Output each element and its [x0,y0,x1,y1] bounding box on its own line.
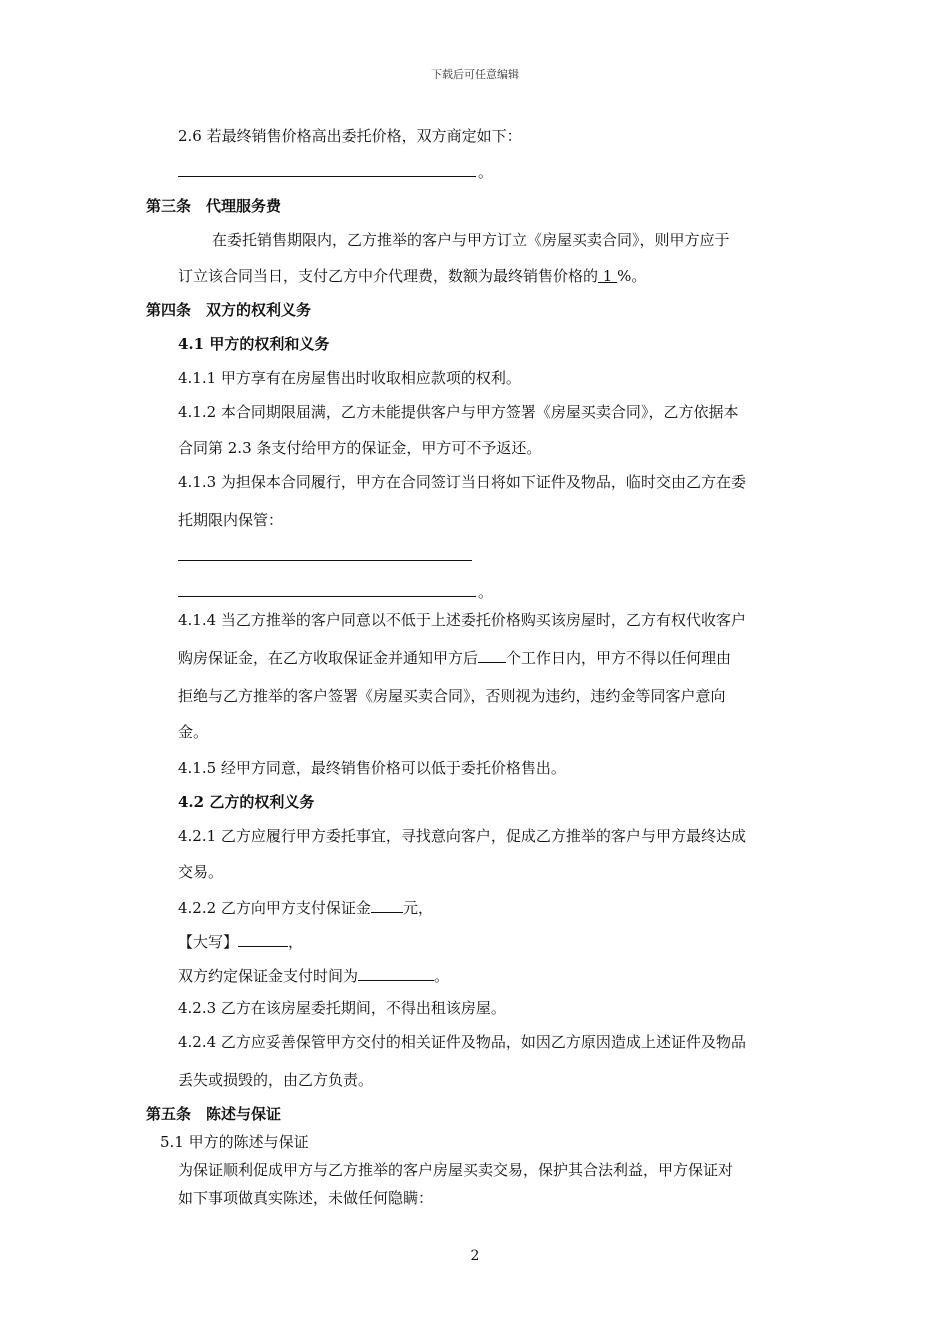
clause-4-1-1: 4.1.1 甲方享有在房屋售出时收取相应款项的权利。 [178,369,521,387]
section-5-1-title: 5.1 甲方的陈述与保证 [160,1133,309,1151]
fee-rate: 1 [598,267,618,285]
clause-4-2-3: 4.2.3 乙方在该房屋委托期间，不得出租该房屋。 [178,999,506,1017]
clause-4-1-3-line-2: 托期限内保管： [178,511,284,529]
clause-4-1-2-line-1: 4.1.2 本合同期限届满，乙方未能提供客户与甲方签署《房屋买卖合同》，乙方依据本 [178,403,739,421]
article-3-title: 第三条 代理服务费 [146,197,282,215]
fill-in-line [178,560,472,561]
deposit-payment-time: 双方约定保证金支付时间为 。 [178,967,450,985]
fill-in-line [178,176,476,177]
article-3-line-2: 订立该合同当日，支付乙方中介代理费，数额为最终销售价格的 1 %。 [178,267,647,285]
clause-2-6: 2.6 若最终销售价格高出委托价格，双方商定如下： [178,127,522,145]
clause-4-1-4-line-3: 拒绝与乙方推举的客户签署《房屋买卖合同》，否则视为违约，违约金等同客户意向 [178,687,726,705]
fill-in-line [178,596,476,597]
clause-4-1-3-end: 。 [478,583,494,601]
clause-4-2-1-line-1: 4.2.1 乙方应履行甲方委托事宜，寻找意向客户，促成乙方推举的客户与甲方最终达成 [178,827,746,845]
article-4-title: 第四条 双方的权利义务 [146,301,312,319]
page-number: 2 [470,1248,480,1264]
clause-4-1-4-line-2: 购房保证金，在乙方收取保证金并通知甲方后 个工作日内，甲方不得以任何理由 [178,649,732,667]
section-5-1-line-1: 为保证顺利促成甲方与乙方推举的客户房屋买卖交易，保护其合法利益，甲方保证对 [178,1161,734,1179]
clause-4-1-5: 4.1.5 经甲方同意，最终销售价格可以低于委托价格售出。 [178,759,566,777]
section-4-2-title: 4.2 乙方的权利义务 [178,793,315,811]
clause-2-6-end: 。 [478,163,494,181]
blank-amount-words [238,932,288,947]
clause-4-2-2: 4.2.2 乙方向甲方支付保证金 元， [178,899,433,917]
section-4-1-title: 4.1 甲方的权利和义务 [178,335,330,353]
page-header: 下载后可任意编辑 [431,68,519,81]
clause-4-2-4-line-1: 4.2.4 乙方应妥善保管甲方交付的相关证件及物品，如因乙方原因造成上述证件及物品 [178,1033,746,1051]
clause-4-1-3-line-1: 4.1.3 为担保本合同履行，甲方在合同签订当日将如下证件及物品，临时交由乙方在委 [178,473,746,491]
clause-4-2-1-line-2: 交易。 [178,863,224,881]
article-3-line-1: 在委托销售期限内，乙方推举的客户与甲方订立《房屋买卖合同》，则甲方应于 [212,231,730,249]
clause-4-1-4-line-4: 金。 [178,723,209,741]
clause-4-1-4-line-1: 4.1.4 当乙方推举的客户同意以不低于上述委托价格购买该房屋时，乙方有权代收客户 [178,611,746,629]
article-5-title: 第五条 陈述与保证 [146,1105,282,1123]
section-5-1-line-2: 如下事项做真实陈述，未做任何隐瞒： [178,1189,434,1207]
deposit-in-words: 【大写】 ， [178,933,304,951]
blank-days [478,648,506,663]
blank-payment-time [358,966,434,981]
clause-4-1-2-line-2: 合同第 2.3 条支付给甲方的保证金，甲方可不予返还。 [178,439,542,457]
blank-deposit-amount [371,898,403,913]
clause-4-2-4-line-2: 丢失或损毁的，由乙方负责。 [178,1071,374,1089]
